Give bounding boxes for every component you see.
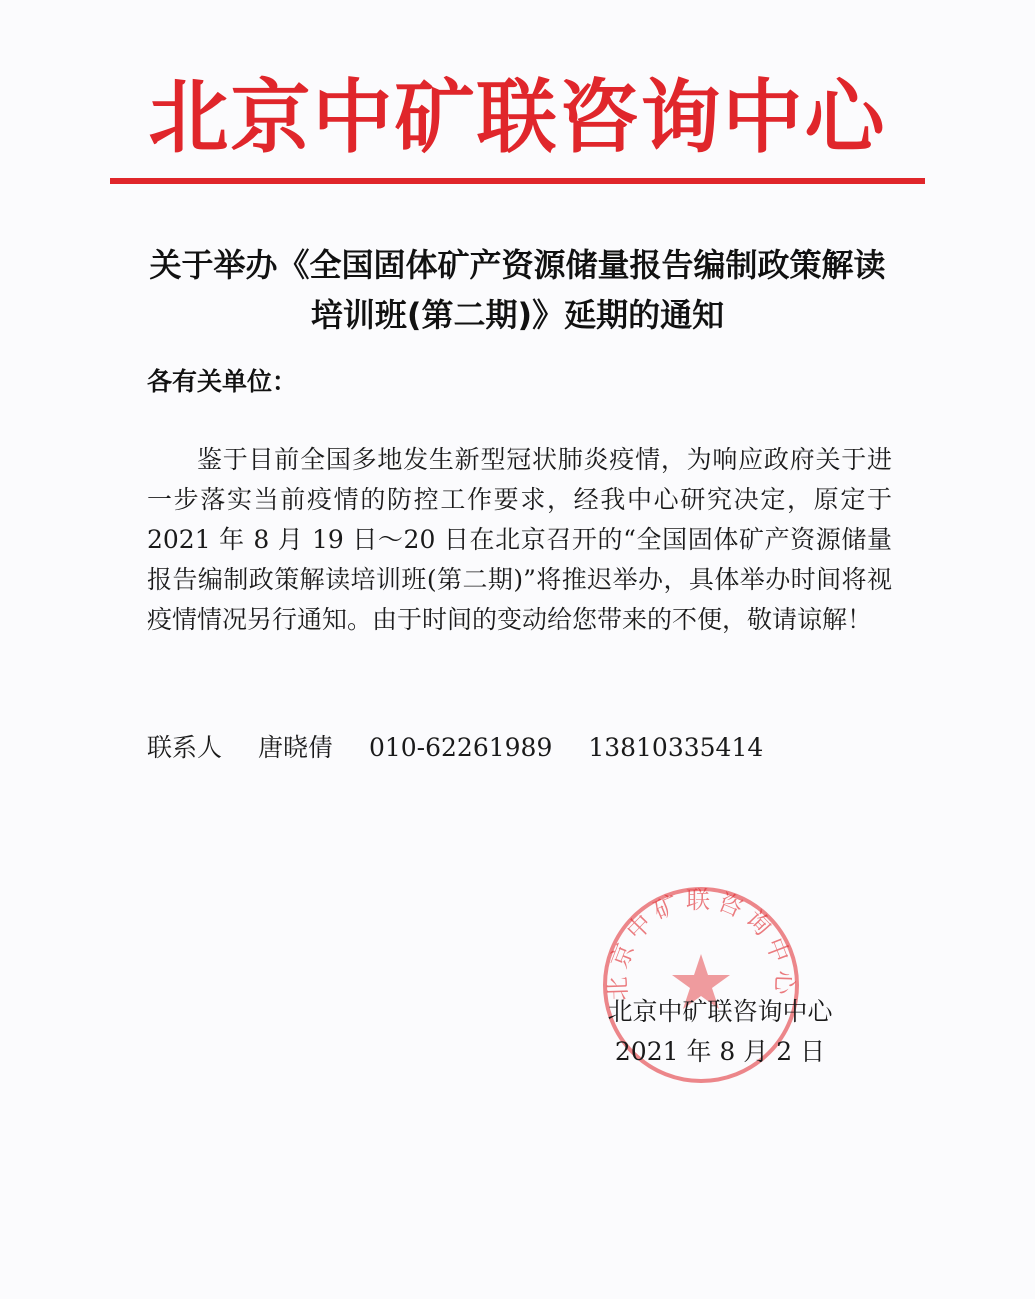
notice-title <box>120 240 915 340</box>
seal-text: 北京中矿联咨询中心 <box>603 885 799 1001</box>
contact-phone: 010-62261989 <box>368 733 553 762</box>
signature-block <box>560 992 880 1072</box>
letterhead-red-rule <box>110 178 925 184</box>
letterhead-title: 北京中矿联咨询中心 <box>148 71 887 164</box>
contact-label: 联系人 <box>147 733 223 762</box>
notice-body: 鉴于目前全国多地发生新型冠状肺炎疫情，为响应政府关于进一步落实当前疫情的防控工作要求，经我中心研究决定，原定于 2021 年 8 月 19 日～20 日在北京召开的“全国固体矿产资源储量报告编制政策解读培训班(第二期)”将推迟举办，具体举办时间将视疫情情况另行通知。由于时间的变动给您带来的不便，敬请谅解！ <box>147 445 892 634</box>
contact-mobile: 13810335414 <box>588 733 764 762</box>
notice-title-line-2: 培训班(第二期)》延期的通知 <box>310 296 725 334</box>
signature-org: 北京中矿联咨询中心 <box>607 997 833 1026</box>
signature-date: 2021 年 8 月 2 日 <box>614 1037 826 1066</box>
contact-name: 唐晓倩 <box>257 733 333 762</box>
salutation: 各有关单位： <box>147 367 298 396</box>
notice-title-line-1: 关于举办《全国固体矿产资源储量报告编制政策解读 <box>149 246 886 284</box>
contact-line <box>147 728 763 768</box>
